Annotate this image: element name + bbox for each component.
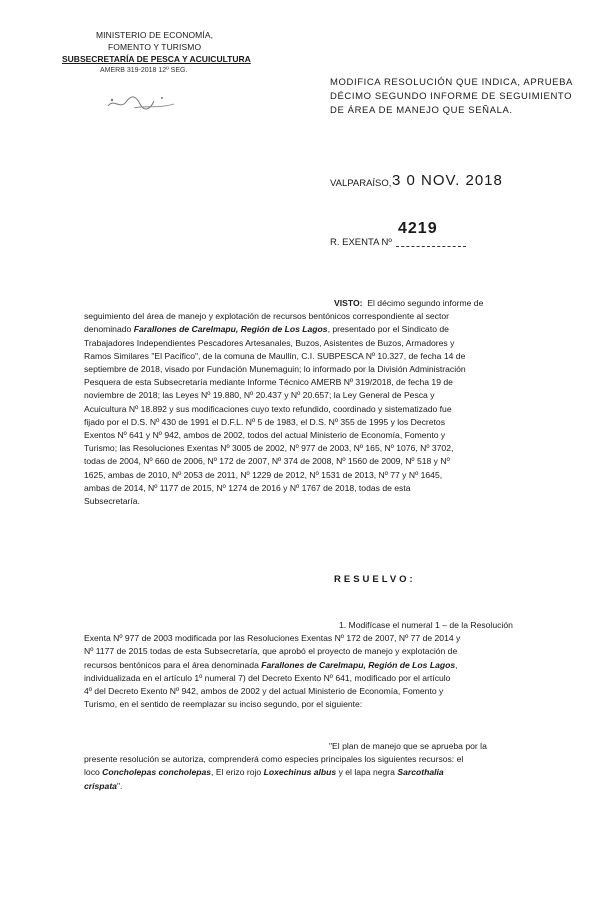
ministry-line: MINISTERIO DE ECONOMÍA, [96,30,214,40]
visto-line: todas de 2004, Nº 660 de 2006, Nº 172 de 2007, Nº 374 de 2008, Nº 1560 de 2009, Nº 518 y Nº [84,456,450,467]
subject-line-2: DÉCIMO SEGUNDO INFORME DE SEGUIMIENTO [330,91,573,102]
resuelvo-line: individualizada en el artículo 1º numeral 7) del Decreto Exento Nº 641, modificado por el artículo [84,672,451,683]
visto-line: denominado Farallones de Carelmapu, Región de Los Lagos, presentado por el Sindicato de [84,324,449,335]
resolution-number: 4219 [398,220,438,237]
resuelvo-line: Exenta Nº 977 de 2003 modificada por las Resoluciones Exentas Nº 172 de 2007, Nº 77 de 2014 y [84,633,461,644]
subject-line-1: MODIFICA RESOLUCIÓN QUE INDICA, APRUEBA [330,77,573,88]
visto-line: seguimiento del área de manejo y explotación de recursos bentónicos correspondiente al sector [84,311,449,322]
resuelvo-line: 4º del Decreto Exento Nº 942, ambos de 2002 y del actual Ministerio de Economía, Fomento y [84,686,444,697]
visto-section [84,297,542,508]
resolution-underline [396,246,466,247]
date-stamp: 3 0 NOV. 2018 [392,172,503,189]
visto-line: Trabajadores Independientes Pescadores Artesanales, Buzos, Asistentes de Buzos, Armadores y [84,337,455,348]
amerb-ref: AMERB 319-2018 12º SEG. [100,67,188,74]
resuelvo-section [84,619,542,711]
resuelvo-line: 1. Modifícase el numeral 1 – de la Resolución [339,620,513,630]
visto-line: Pesquera de esta Subsecretaría mediante Informe Técnico AMERB Nº 319/2018, de fecha 19 de [84,377,453,388]
visto-line: noviembre de 2018; las Leyes Nº 19.880, Nº 20.437 y Nº 20.657; la Ley General de Pesca y [84,390,435,401]
visto-line: Ramos Similares "El Pacífico", de la comuna de Maullín, C.I. SUBPESCA Nº 10.327, de fecha 14 de [84,350,466,361]
visto-line: Subsecretaría. [84,496,140,507]
resuelvo-line: Nº 1177 de 2015 todas de esta Subsecretaría, que aprobó el proyecto de manejo y explotación de [84,646,458,657]
place: VALPARAÍSO, [330,178,392,189]
quote-line: loco Concholepas concholepas, El erizo rojo Loxechinus albus y el lapa negra Sarcothalia [84,767,444,778]
visto-line: Exentos Nº 641 y Nº 942, ambos de 2002, todos del actual Ministerio de Economía, Fomento y [84,430,446,441]
resuelvo-line: Turismo, en el sentido de reemplazar su inciso segundo, por el siguiente: [84,699,363,710]
quoted-paragraph [84,740,542,793]
visto-line: Acuicultura Nº 18.892 y sus modificaciones cuyo texto refundido, coordinado y sistematizado fue [84,403,452,414]
visto-line: El décimo segundo informe de [367,298,484,308]
quote-line: crispata". [84,780,123,791]
resuelvo-heading: RESUELVO: [334,574,416,585]
visto-line: 1625, ambas de 2010, Nº 2053 de 2011, Nº 1229 de 2012, Nº 1531 de 2013, Nº 77 y Nº 1645, [84,469,443,480]
quote-line: "El plan de manejo que se aprueba por la [329,741,487,751]
resuelvo-line: recursos bentónicos para el área denominada Farallones de Carelmapu, Región de Los Lagos, [84,659,458,670]
visto-heading: VISTO: [334,298,363,308]
visto-line: septiembre de 2018, visado por Fundación Munemaguin; lo informado por la División Administración [84,364,466,375]
resolution-label: R. EXENTA Nº [330,237,392,248]
visto-line: fijado por el D.S. Nº 430 de 1991 el D.F.L. Nº 5 de 1983, el D.S. Nº 355 de 1995 y los Decretos [84,416,446,427]
initials-seal-icon [104,92,186,114]
visto-line: ambas de 2014, Nº 1177 de 2015, Nº 1274 de 2016 y Nº 1767 de 2018, todas de esta [84,482,411,493]
ministry-subline: FOMENTO Y TURISMO [108,42,202,52]
subsecretaria-line: SUBSECRETARÍA DE PESCA Y ACUICULTURA [62,54,251,64]
visto-line: Turismo; las Resoluciones Exentas Nº 3005 de 2002, Nº 977 de 2003, Nº 165, Nº 1076, Nº 3702, [84,443,454,454]
subject-line-3: DE ÁREA DE MANEJO QUE SEÑALA. [330,105,513,116]
quote-line: presente resolución se autoriza, comprenderá como especies principales los siguientes recursos: el [84,754,464,765]
